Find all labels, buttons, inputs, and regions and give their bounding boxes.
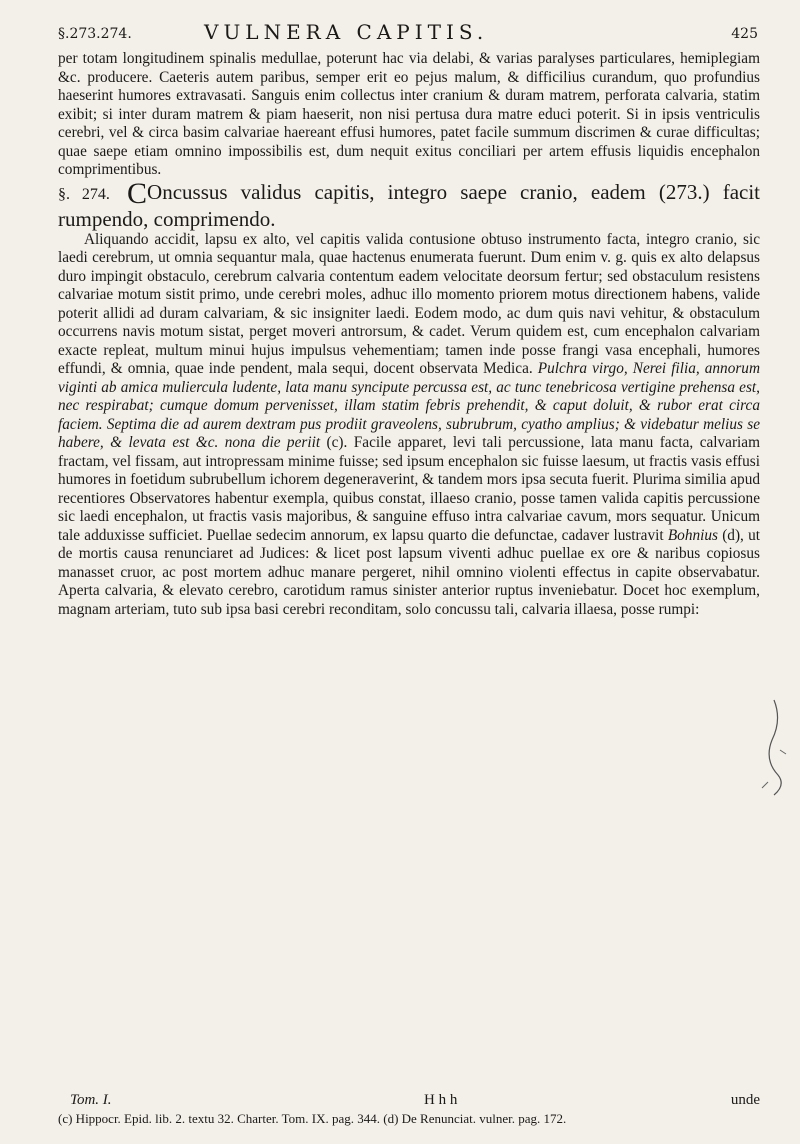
section-number: §. 274. — [58, 185, 110, 203]
page-number: 425 — [731, 26, 758, 42]
commentary-text-1: Aliquando accidit, lapsu ex alto, vel capitis valida contusione obtuso instrumento facta, integro cranio, sic laedi cerebrum, ut omnia sequantur mala, quae hactenus enumerata fuerunt. Dum enim v. g. quis ex alto delapsus duro impingit obstaculo, cerebrum calvaria contentum eadem velocitate deorsum fertur; sed obstaculum resistens calvariae motum sistit primo, unde cerebri moles, adhuc illo momento priorem motus directionem habens, valide poterit allidi ad duram calvariam, & sic insigniter laedi. Eodem modo, ac dum quis navi vehitur, & obstaculum occurrens navis motum sistat, perget moveri antrorsum, & cadet. Verum quidem est, cum encephalon calvariam exacte repleat, multum minui hujus impulsus vehementiam; tamen inde posse frangi vasa encephali, humores effundi, & omnia, quae inde pendent, mala sequi, docent observata Medica. — [58, 230, 760, 377]
section-heading — [58, 176, 761, 231]
commentary-text-2: (c). Facile apparet, levi tali percussione, lata manu facta, calvariam fractam, vel fissam, aut intropressam minime fuisse; sed ipsum encephalon sic fuisse laesum, ut fractis vasis effusi humores in foetidum subrubellum ichorem degeneraverint, & tandem mors ipsa secuta fuerit. Plurima similia apud recentiores Observatores habentur exempla, quibus constat, illaeso cranio, posse tamen valida capitis percussione sic laedi encephalon, ut fractis vasis majoribus, & sanguine effuso intra calvariae cavum, mors sequatur. Unicum tale adduxisse sufficiet. Puellae sedecim annorum, ex lapsu quarto die defunctae, cadaver lustravit — [58, 434, 760, 544]
paragraph-commentary — [58, 231, 760, 620]
drop-capital: C — [127, 176, 148, 210]
running-header — [58, 18, 758, 48]
commentary-text-3: (d), ut de mortis causa renunciaret ad Judices: & licet post lapsum viventi adhuc puellae ex ore & naribus copiosus manasset cruor, ac post mortem adhuc manare pergeret, nihil omnino violenti effectus in capite observabatur. Aperta calvaria, & elevato cerebro, carotidum ramus sinister anterior ruptus inveniebatur. Docet hoc exemplum, magnam arteriam, tuto sub ipsa basi cerebri reconditam, solo concussu tali, calvaria illaesa, posse rumpi: — [58, 526, 760, 618]
page-body — [58, 50, 760, 619]
author-bohnius: Bohnius — [667, 526, 718, 544]
section-aphorism: Oncussus validus capitis, integro saepe cranio, eadem (273.) facit rumpendo, comprimendo. — [58, 179, 761, 231]
margin-ink-mark — [760, 690, 792, 800]
hippocrates-quote: Pulchra virgo, Nerei filia, annorum viginti ab amica muliercula ludente, lata manu syncipute percussa est, ac tunc tenebricosa vertigine prehensa est, nec respirabat; cumque domum pervenisset, illam statim febris prehendit, & caput doluit, & rubor erat circa faciem. Septima die ad aurem dextram pus prodiit graveolens, subrubrum, cyatho amplius; & videbatur melius se habere, & levata est &c. nona die periit — [58, 360, 760, 451]
tome-label: Tom. I. — [70, 1092, 112, 1108]
catchword: unde — [730, 1092, 760, 1108]
header-section-range: §.273.274. — [58, 26, 132, 42]
signature-mark: H h h — [424, 1092, 458, 1108]
header-title: VULNERA CAPITIS. — [204, 20, 489, 44]
paragraph-continuation: per totam longitudinem spinalis medullae, poterunt hac via delabi, & varias paralyses particulares, hemiplegiam &c. producere. Caeteris autem paribus, semper erit eo pejus malum, & difficilius curandum, quo profundius haeserint humores extravasati. Sanguis enim collectus inter cranium & duram matrem, perforata calvaria, statim exibit; si inter duram matrem & piam haeserit, non nisi pertusa dura matre educi poterit. Si in ipsis ventriculis cerebri, vel & circa basim calvariae haereant effusi humores, patet facile summum discrimen & curae difficultas; quae saepe etiam omnino impossibilis est, dum nequit exitus conciliari per artem effusis liquidis encephalon comprimentibus. — [58, 50, 760, 178]
footnotes: (c) Hippocr. Epid. lib. 2. textu 32. Charter. Tom. IX. pag. 344. (d) De Renunciat. vulner. pag. 172. — [58, 1111, 567, 1126]
